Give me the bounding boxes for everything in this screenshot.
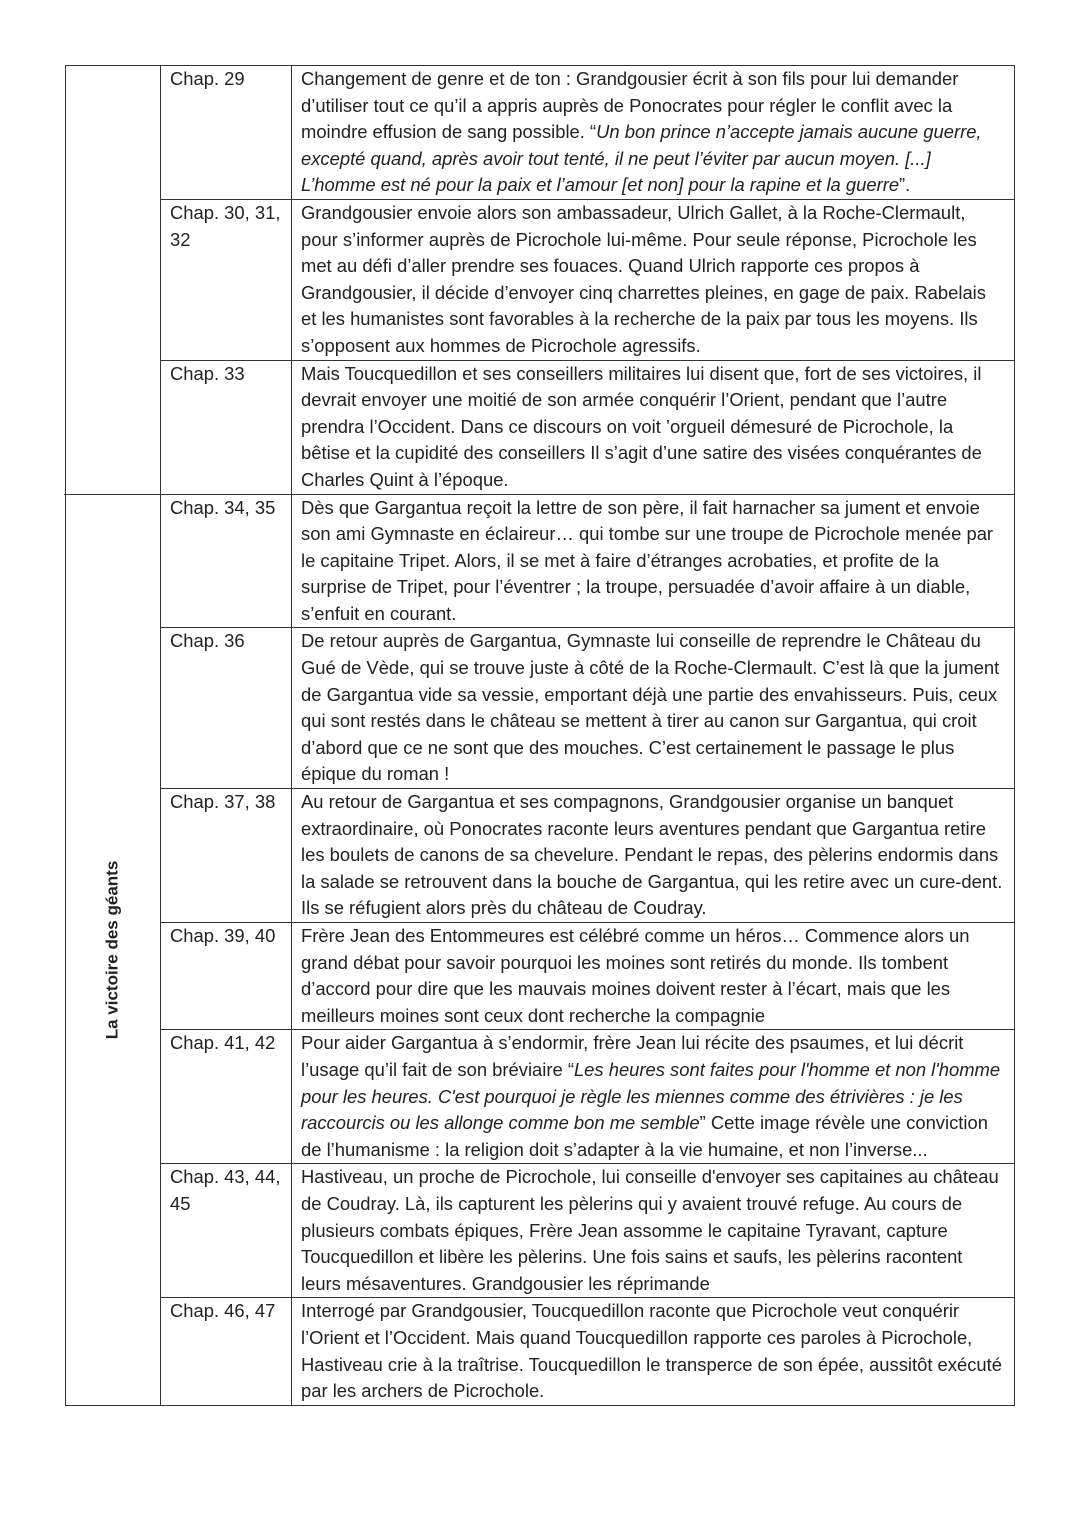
summary-cell [292, 1030, 1015, 1164]
summary-cell: Mais Toucquedillon et ses conseillers militaires lui disent que, fort de ses victoires, il devrait envoyer une moitié de son armée conquérir l’Orient, pendant que l’autre prendra l’Occident. Dans ce discours on voit ’orgueil démesuré de Picrochole, la bêtise et la cupidité des conseillers Il s’agit d’une satire des visées conquérantes de Charles Quint à l’époque. [292, 360, 1015, 494]
summary-cell: Dès que Gargantua reçoit la lettre de son père, il fait harnacher sa jument et envoie son ami Gymnaste en éclaireur… qui tombe sur une troupe de Picrochole menée par le capitaine Tripet. Alors, il se met à faire d’étranges acrobaties, et profite de la surprise de Tripet, pour l’éventrer ; la troupe, persuadée d’avoir affaire à un diable, s’enfuit en courant. [292, 494, 1015, 628]
summary-text: Pour aider Gargantua à s’endormir, frère Jean lui récite des psaumes, et lui décrit l’usage qu’il fait de son bréviaire “ [301, 1032, 964, 1080]
summary-table [65, 65, 1015, 1406]
table-row [66, 66, 1015, 200]
chapter-cell: Chap. 34, 35 [161, 494, 292, 628]
summary-text-after: ” Cette image révèle une conviction de l’humanisme : la religion doit s’adapter à la vie humaine, et non l’inverse... [301, 1112, 988, 1160]
summary-cell: Grandgousier envoie alors son ambassadeur, Ulrich Gallet, à la Roche-Clermault, pour s’informer auprès de Picrochole lui-même. Pour seule réponse, Picrochole les met au défi d’aller prendre ses fouaces. Quand Ulrich rapporte ces propos à Grandgousier, il décide d’envoyer cinq charrettes pleines, en gage de paix. Rabelais et les humanistes sont favorables à la recherche de la paix par tous les moyens. Ils s’opposent aux hommes de Picrochole agressifs. [292, 199, 1015, 360]
summary-cell: Hastiveau, un proche de Picrochole, lui conseille d'envoyer ses capitaines au château de Coudray. Là, ils capturent les pèlerins qui y avaient trouvé refuge. Au cours de plusieurs combats épiques, Frère Jean assomme le capitaine Tyravant, capture Toucquedillon et libère les pèlerins. Une fois sains et saufs, les pèlerins racontent leurs mésaventures. Grandgousier les réprimande [292, 1164, 1015, 1298]
summary-cell: Interrogé par Grandgousier, Toucquedillon raconte que Picrochole veut conquérir l’Orient et l’Occident. Mais quand Toucquedillon rapporte ces paroles à Picrochole, Hastiveau crie à la traîtrise. Toucquedillon le transperce de son épée, aussitôt exécuté par les archers de Picrochole. [292, 1298, 1015, 1405]
section-cell [66, 494, 161, 1405]
table-row [66, 494, 1015, 628]
chapter-cell: Chap. 39, 40 [161, 923, 292, 1030]
summary-text-after: ”. [899, 174, 911, 196]
section-label: La victoire des géants [102, 860, 122, 1039]
chapter-cell: Chap. 29 [161, 66, 292, 200]
table-row [66, 1298, 1015, 1405]
table-row [66, 923, 1015, 1030]
summary-text: Changement de genre et de ton : Grandgousier écrit à son fils pour lui demander d’utiliser tout ce qu’il a appris auprès de Ponocrates pour régler le conflit avec la moindre effusion de sang possible. “ [301, 68, 959, 143]
chapter-cell: Chap. 43, 44, 45 [161, 1164, 292, 1298]
table-row [66, 1164, 1015, 1298]
chapter-cell: Chap. 41, 42 [161, 1030, 292, 1164]
table-row [66, 1030, 1015, 1164]
summary-quote: Un bon prince n’accepte jamais aucune guerre, excepté quand, après avoir tout tenté, il ne peut l’éviter par aucun moyen. [...] L’homme est né pour la paix et l’amour [et non] pour la rapine et la guerre [301, 121, 982, 196]
summary-quote: Les heures sont faites pour l'homme et non l'homme pour les heures. C'est pourquoi je règle les miennes comme des étrivières : je les raccourcis ou les allonge comme bon me semble [301, 1058, 1001, 1134]
table-row [66, 789, 1015, 923]
table-row [66, 360, 1015, 494]
table-row [66, 628, 1015, 789]
section-cell-previous [66, 66, 161, 495]
chapter-cell: Chap. 30, 31, 32 [161, 199, 292, 360]
table-row [66, 199, 1015, 360]
summary-cell: De retour auprès de Gargantua, Gymnaste lui conseille de reprendre le Château du Gué de Vède, qui se trouve juste à côté de la Roche-Clermault. C’est là que la jument de Gargantua vide sa vessie, emportant déjà une partie des envahisseurs. Puis, ceux qui sont restés dans le château se mettent à tirer au canon sur Gargantua, qui croit d’abord que ce ne sont que des mouches. C’est certainement le passage le plus épique du roman ! [292, 628, 1015, 789]
section-divider [64, 494, 162, 495]
summary-cell: Au retour de Gargantua et ses compagnons, Grandgousier organise un banquet extraordinaire, où Ponocrates raconte leurs aventures pendant que Gargantua retire les boulets de canons de sa chevelure. Pendant le repas, des pèlerins endormis dans la salade se retrouvent dans la bouche de Gargantua, qui les retire avec un cure-dent. Ils se réfugient alors près du château de Coudray. [292, 789, 1015, 923]
chapter-cell: Chap. 33 [161, 360, 292, 494]
chapter-cell: Chap. 46, 47 [161, 1298, 292, 1405]
chapter-cell: Chap. 37, 38 [161, 789, 292, 923]
summary-cell: Frère Jean des Entommeures est célébré comme un héros… Commence alors un grand débat pour savoir pourquoi les moines sont retirés du monde. Ils tombent d’accord pour dire que les mauvais moines doivent rester à l’écart, mais que les meilleurs moines sont ceux dont recherche la compagnie [292, 923, 1015, 1030]
summary-cell [292, 66, 1015, 200]
chapter-cell: Chap. 36 [161, 628, 292, 789]
